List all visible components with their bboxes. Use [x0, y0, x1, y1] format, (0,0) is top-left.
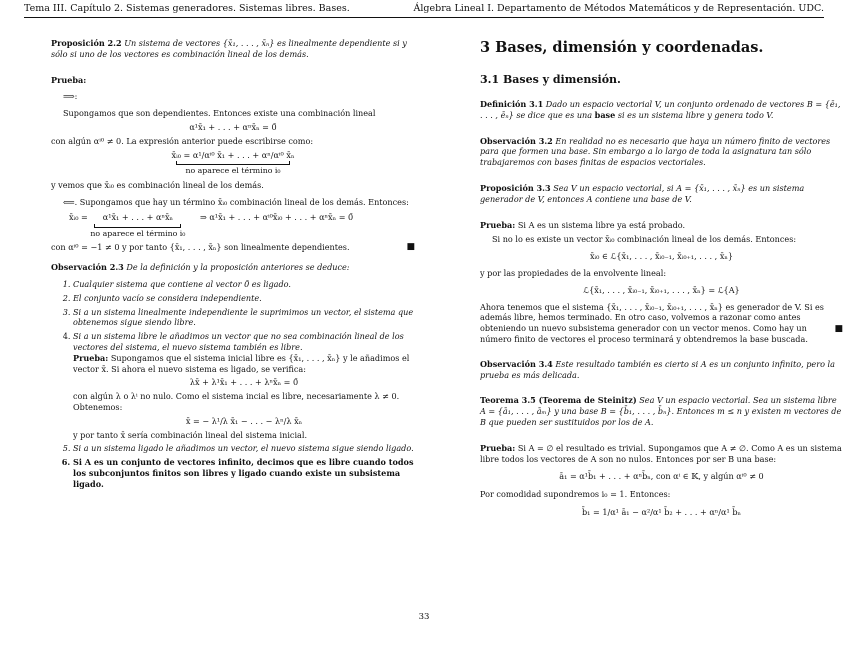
proof-paragraph-4 — [51, 242, 415, 253]
proof-label: Prueba: — [480, 219, 516, 230]
qed-symbol: ■ — [406, 242, 415, 253]
definition-3-1 — [480, 99, 843, 121]
proof-paragraph-4-text: Ahora tenemos que el sistema {x̄₁, . . . , x̄ᵢ₀₋₁, x̄ᵢ₀₊₁, . . . , x̄ₙ} es generador de V. Si es además libre, hemos terminado. En otro caso, volvemos a razonar como antes obteniendo un nuevo subsistema generador con un vector menos. Como hay un número finito de vectores el proceso terminará y obtendremos la base buscada. — [480, 301, 824, 344]
item-4-proof: Supongamos que el sistema inicial libre es {x̄₁, . . . , x̄ₙ} y le añadimos el vector x̄. Si ahora el nuevo sistema es ligado, se verifica: — [73, 352, 410, 374]
proof-label: Prueba: — [51, 74, 87, 85]
observation-3-2 — [480, 136, 843, 168]
proof-paragraph-2: con algún αⁱ⁰ ≠ 0. La expresión anterior puede escribirse como: — [51, 135, 314, 146]
forward-direction: ⟹: — [63, 91, 78, 102]
equation-2 — [51, 150, 415, 178]
header-right: Álgebra Lineal I. Departamento de Métodos Matemáticos y de Representación. UDC. — [413, 3, 824, 14]
equation-3-brace-label: no aparece el término i₀ — [90, 228, 186, 238]
equation-2-brace-label: no aparece el término i₀ — [185, 166, 281, 176]
list-item — [73, 331, 415, 440]
equation-3-rhs: ⇒ α¹x̄₁ + . . . + αⁱ⁰x̄ᵢ₀ + . . . + αⁿx̄ₙ = 0̄ — [200, 211, 354, 222]
proof-paragraph-4 — [480, 302, 843, 345]
def-3-1-text-a: Dado un espacio vectorial V, un conjunto ordenado de vectores B = {ē₁, . . . , ēₙ} se dice que es una — [480, 99, 841, 120]
underbrace — [94, 224, 181, 228]
def-3-1-text-b: si es un sistema libre y genera todo V. — [615, 109, 774, 120]
equation-2-text: x̄ᵢ₀ = α¹/αⁱ⁰ x̄₁ + . . . + αⁿ/αⁱ⁰ x̄ₙ — [171, 149, 295, 160]
list-item: 3. Si a un sistema linealmente independiente le suprimimos un vector, el sistema que obtenemos sigue siendo libre. — [73, 307, 415, 329]
equation-2: b̄₁ = 1/α¹ ā₁ − α²/α¹ b̄₂ + . . . + αⁿ/α¹ b̄ₙ — [581, 506, 742, 517]
prop-3-3-label: Proposición 3.3 — [480, 182, 551, 193]
equation-3-sum: α¹x̄₁ + . . . + αⁿx̄ₙ — [102, 211, 174, 222]
list-item: 6. Si A es un conjunto de vectores infinito, decimos que es libre cuando todos los subconjuntos finitos son libres y ligado cuando existe un subsistema ligado. — [73, 457, 415, 489]
list-item: 2. El conjunto vacío se considera independiente. — [73, 293, 415, 304]
obs-2-3-text: De la definición y la proposición anteriores se deduce: — [126, 262, 350, 273]
header-left: Tema III. Capítulo 2. Sistemas generadores. Sistemas libres. Bases. — [24, 3, 350, 14]
running-header — [24, 2, 824, 18]
proof-paragraph-2: Si no lo es existe un vector x̄ᵢ₀ combinación lineal de los demás. Entonces: — [492, 234, 797, 245]
thm-3-5-label: Teorema 3.5 (Teorema de Steinitz) — [480, 395, 637, 406]
equation-1: ā₁ = α¹b̄₁ + . . . + αⁿb̄ₙ, con αⁱ ∈ 𝕂, y algún αⁱ⁰ ≠ 0 — [559, 471, 764, 482]
proof-paragraph-4-text: con αⁱ⁰ = −1 ≠ 0 y por tanto {x̄₁, . . . , x̄ₙ} son linealmente dependientes. — [51, 242, 350, 253]
proposition-3-3 — [480, 183, 843, 205]
qed-symbol: ■ — [834, 323, 843, 334]
observation-2-3 — [51, 262, 415, 273]
left-column — [51, 38, 415, 493]
proof-paragraph-1: Si A es un sistema libre ya está probado. — [517, 219, 686, 230]
observation-3-4 — [480, 359, 843, 381]
proof-paragraph-1: Supongamos que son dependientes. Entonces existe una combinación lineal — [63, 108, 376, 119]
equation-3 — [69, 212, 415, 240]
thm-3-5-text: Sea V un espacio vectorial. Sea un sistema libre A = {ā₁, . . . , āₘ} y una base B = {b̄₁, . . . , b̄ₙ}. Entonces m ≤ n y existen m vectores de B que pueden ser sustituidos por los de A. — [480, 395, 842, 427]
def-3-1-label: Definición 3.1 — [480, 99, 544, 109]
prop-3-3-text: Sea V un espacio vectorial, si A = {x̄₁, . . . , x̄ₙ} es un sistema generador de V, entonces A contiene una base de V. — [480, 182, 805, 204]
obs-3-2-label: Observación 3.2 — [480, 135, 553, 146]
theorem-3-5 — [480, 395, 843, 427]
obs-3-4-label: Observación 3.4 — [480, 358, 553, 369]
equation-2: ℒ{x̄₁, . . . , x̄ᵢ₀₋₁, x̄ᵢ₀₊₁, . . . , x̄ₙ} = ℒ{A} — [583, 284, 740, 295]
proof-paragraph-3: y por las propiedades de la envolvente lineal: — [480, 267, 667, 278]
observation-list — [51, 279, 415, 490]
proposition-2-2 — [51, 38, 415, 60]
proof-paragraph-2: Por comodidad supondremos i₀ = 1. Entonces: — [480, 489, 671, 500]
list-item: 5. Si a un sistema ligado le añadimos un vector, el nuevo sistema sigue siendo ligado. — [73, 443, 415, 454]
backward-direction: ⟸. Supongamos que hay un término x̄ᵢ₀ combinación lineal de los demás. Entonces: — [63, 196, 409, 207]
underbrace — [176, 161, 291, 165]
page-number: 33 — [418, 612, 430, 622]
obs-2-3-label: Observación 2.3 — [51, 262, 124, 273]
subsection-title: 3.1 Bases y dimensión. — [480, 73, 621, 86]
item-4-equation-2: x̄ = − λ¹/λ x̄₁ − . . . − λⁿ/λ x̄ₙ — [185, 415, 303, 426]
item-4-proof-label: Prueba: — [73, 352, 109, 363]
proof-label: Prueba: — [480, 442, 516, 453]
item-4-paragraph-3: y por tanto x̄ sería combinación lineal del sistema inicial. — [73, 429, 308, 440]
obs-3-2-text: En realidad no es necesario que haya un número finito de vectores para que formen una base. Sin embargo a lo largo de toda la asignatura tan sólo trabajaremos con bases finitas de espacios vectoriales. — [480, 135, 831, 168]
proof-paragraph-1: Si A = ∅ el resultado es trivial. Supongamos que A ≠ ∅. Como A es un sistema libre todos los vectores de A son no nulos. Entonces por ser B una base: — [480, 442, 842, 464]
list-item: 1. Cualquier sistema que contiene al vector 0̄ es ligado. — [73, 279, 415, 290]
obs-3-4-text: Este resultado también es cierto si A es un conjunto infinito, pero la prueba es más delicada. — [480, 358, 835, 380]
item-4-text: Si a un sistema libre le añadimos un vector que no sea combinación lineal de los vectores del sistema, el nuevo sistema también es libre. — [73, 331, 404, 352]
proof-3-5 — [480, 443, 843, 465]
equation-1: x̄ᵢ₀ ∈ ℒ{x̄₁, . . . , x̄ᵢ₀₋₁, x̄ᵢ₀₊₁, . . . , x̄ₙ} — [589, 251, 734, 262]
right-column — [480, 38, 843, 525]
proof-3-3 — [480, 220, 843, 231]
equation-1: α¹x̄₁ + . . . + αⁿx̄ₙ = 0̄ — [189, 121, 277, 132]
item-4-equation-1: λx̄ + λ¹x̄₁ + . . . + λⁿx̄ₙ = 0̄ — [189, 377, 299, 388]
item-4-paragraph-2: con algún λ o λⁱ no nulo. Como el sistema incial es libre, necesariamente λ ≠ 0. Obtenemos: — [73, 391, 400, 412]
proof-paragraph-3: y vemos que x̄ᵢ₀ es combinación lineal de los demás. — [51, 180, 264, 191]
prop-2-2-text: Un sistema de vectores {x̄₁, . . . , x̄ₙ} es linealmente dependiente si y sólo si uno de los vectores es combinación lineal de los demás. — [51, 38, 407, 59]
equation-3-lhs: x̄ᵢ₀ = — [69, 211, 88, 222]
section-title: 3 Bases, dimensión y coordenadas. — [480, 39, 764, 56]
def-3-1-base: base — [594, 109, 616, 120]
prop-2-2-label: Proposición 2.2 — [51, 38, 122, 48]
